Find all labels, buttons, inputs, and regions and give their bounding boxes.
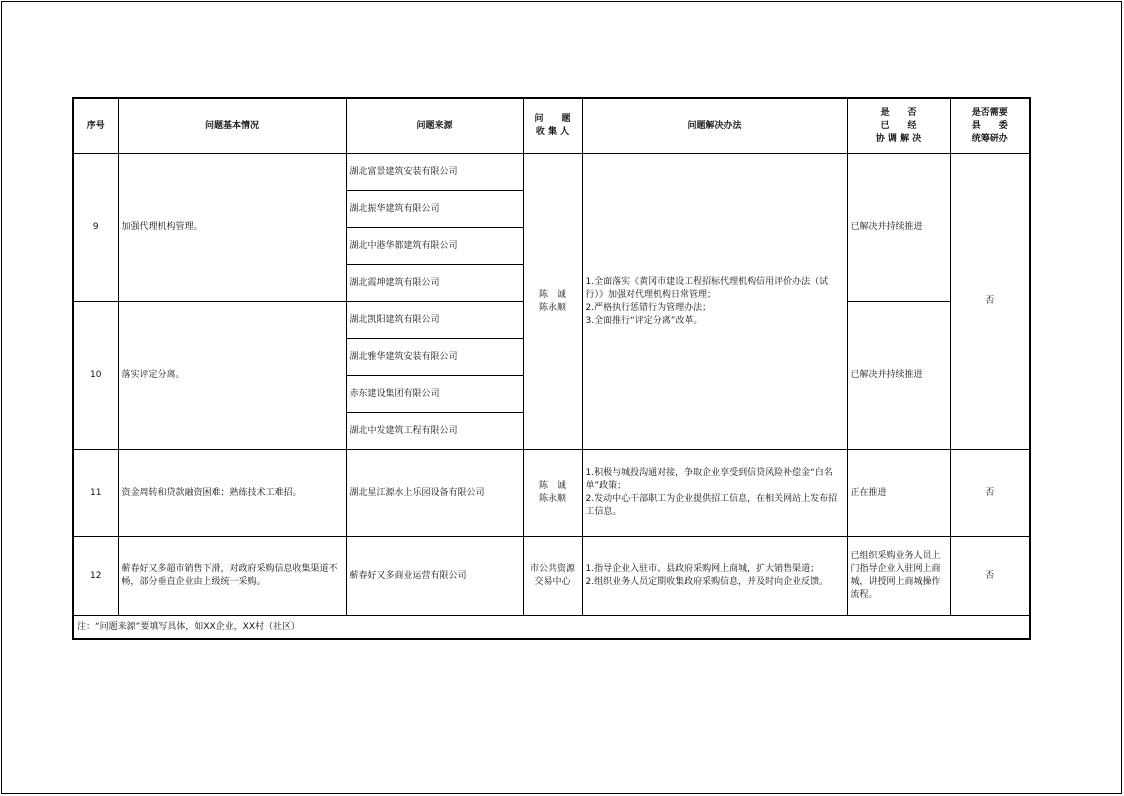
row11-county: 否 xyxy=(950,450,1030,537)
group-method: 1.全面落实《黄冈市建设工程招标代理机构信用评价办法（试行）》加强对代理机构日常管理； 2.严格执行惩错行为管理办法； 3.全面推行“评定分离”改革。 xyxy=(582,154,847,450)
row10-seq: 10 xyxy=(73,302,118,450)
header-collector xyxy=(523,98,582,154)
table-row xyxy=(73,537,1030,616)
group-county: 否 xyxy=(950,154,1030,450)
header-resolved xyxy=(847,98,950,154)
row9-source-4: 湖北霞坤建筑有限公司 xyxy=(346,265,523,302)
row12-county: 否 xyxy=(950,537,1030,616)
row12-method: 1.指导企业入驻市、县政府采购网上商城，扩大销售渠道； 2.组织业务人员定期收集政府采购信息，并及时向企业反馈。 xyxy=(582,537,847,616)
row12-source: 蕲春好又多商业运营有限公司 xyxy=(346,537,523,616)
header-method: 问题解决办法 xyxy=(582,98,847,154)
row12-resolved: 已组织采购业务人员上门指导企业入驻网上商城，讲授网上商城操作流程。 xyxy=(847,537,950,616)
row11-method: 1.积极与城投沟通对接，争取企业享受到信贷风险补偿金“白名单”政策； 2.发动中心干部职工为企业提供招工信息，在相关网站上发布招工信息。 xyxy=(582,450,847,537)
row12-seq: 12 xyxy=(73,537,118,616)
group-collector: 陈 诚 陈永顺 xyxy=(523,154,582,450)
row10-source-2: 湖北雅华建筑安装有限公司 xyxy=(346,339,523,376)
header-row xyxy=(73,98,1030,154)
row10-source-3: 赤东建设集团有限公司 xyxy=(346,376,523,413)
header-county xyxy=(950,98,1030,154)
row9-basic: 加强代理机构管理。 xyxy=(118,154,346,302)
header-source: 问题来源 xyxy=(346,98,523,154)
row9-source-3: 湖北中港华都建筑有限公司 xyxy=(346,228,523,265)
row11-collector: 陈 诚 陈永顺 xyxy=(523,450,582,537)
row9-seq: 9 xyxy=(73,154,118,302)
header-county-line1: 是否需要 xyxy=(971,107,1008,118)
header-basic: 问题基本情况 xyxy=(118,98,346,154)
header-county-line2: 县 委 xyxy=(971,120,1008,131)
row9-source-2: 湖北振华建筑有限公司 xyxy=(346,191,523,228)
row11-source: 湖北星江源水上乐园设备有限公司 xyxy=(346,450,523,537)
header-seq: 序号 xyxy=(73,98,118,154)
row9-source-1: 湖北富景建筑安装有限公司 xyxy=(346,154,523,191)
header-resolved-line3: 协 调 解 决 xyxy=(875,133,922,144)
row10-resolved: 已解决并持续推进 xyxy=(847,302,950,450)
header-resolved-line2: 已 经 xyxy=(880,120,917,131)
header-collector-line1: 问 题 xyxy=(534,114,571,124)
header-county-line3: 统筹研办 xyxy=(971,133,1008,144)
row10-source-1: 湖北凯阳建筑有限公司 xyxy=(346,302,523,339)
table-note: 注：“问题来源”要填写具体，如XX企业，XX村（社区） xyxy=(73,616,1030,640)
table-row xyxy=(73,450,1030,537)
header-collector-line2: 收 集 人 xyxy=(535,127,570,137)
table-row xyxy=(73,154,1030,191)
row10-basic: 落实评定分离。 xyxy=(118,302,346,450)
issues-table xyxy=(72,97,1031,640)
row11-resolved: 正在推进 xyxy=(847,450,950,537)
row11-basic: 资金周转和贷款融资困难；熟练技术工难招。 xyxy=(118,450,346,537)
row11-seq: 11 xyxy=(73,450,118,537)
row9-resolved: 已解决并持续推进 xyxy=(847,154,950,302)
header-resolved-line1: 是 否 xyxy=(880,107,917,118)
row12-basic: 蕲春好又多超市销售下滑，对政府采购信息收集渠道不畅，部分垂直企业由上级统一采购。 xyxy=(118,537,346,616)
note-row xyxy=(73,616,1030,640)
row10-source-4: 湖北中发建筑工程有限公司 xyxy=(346,413,523,450)
row12-collector: 市公共资源交易中心 xyxy=(523,537,582,616)
